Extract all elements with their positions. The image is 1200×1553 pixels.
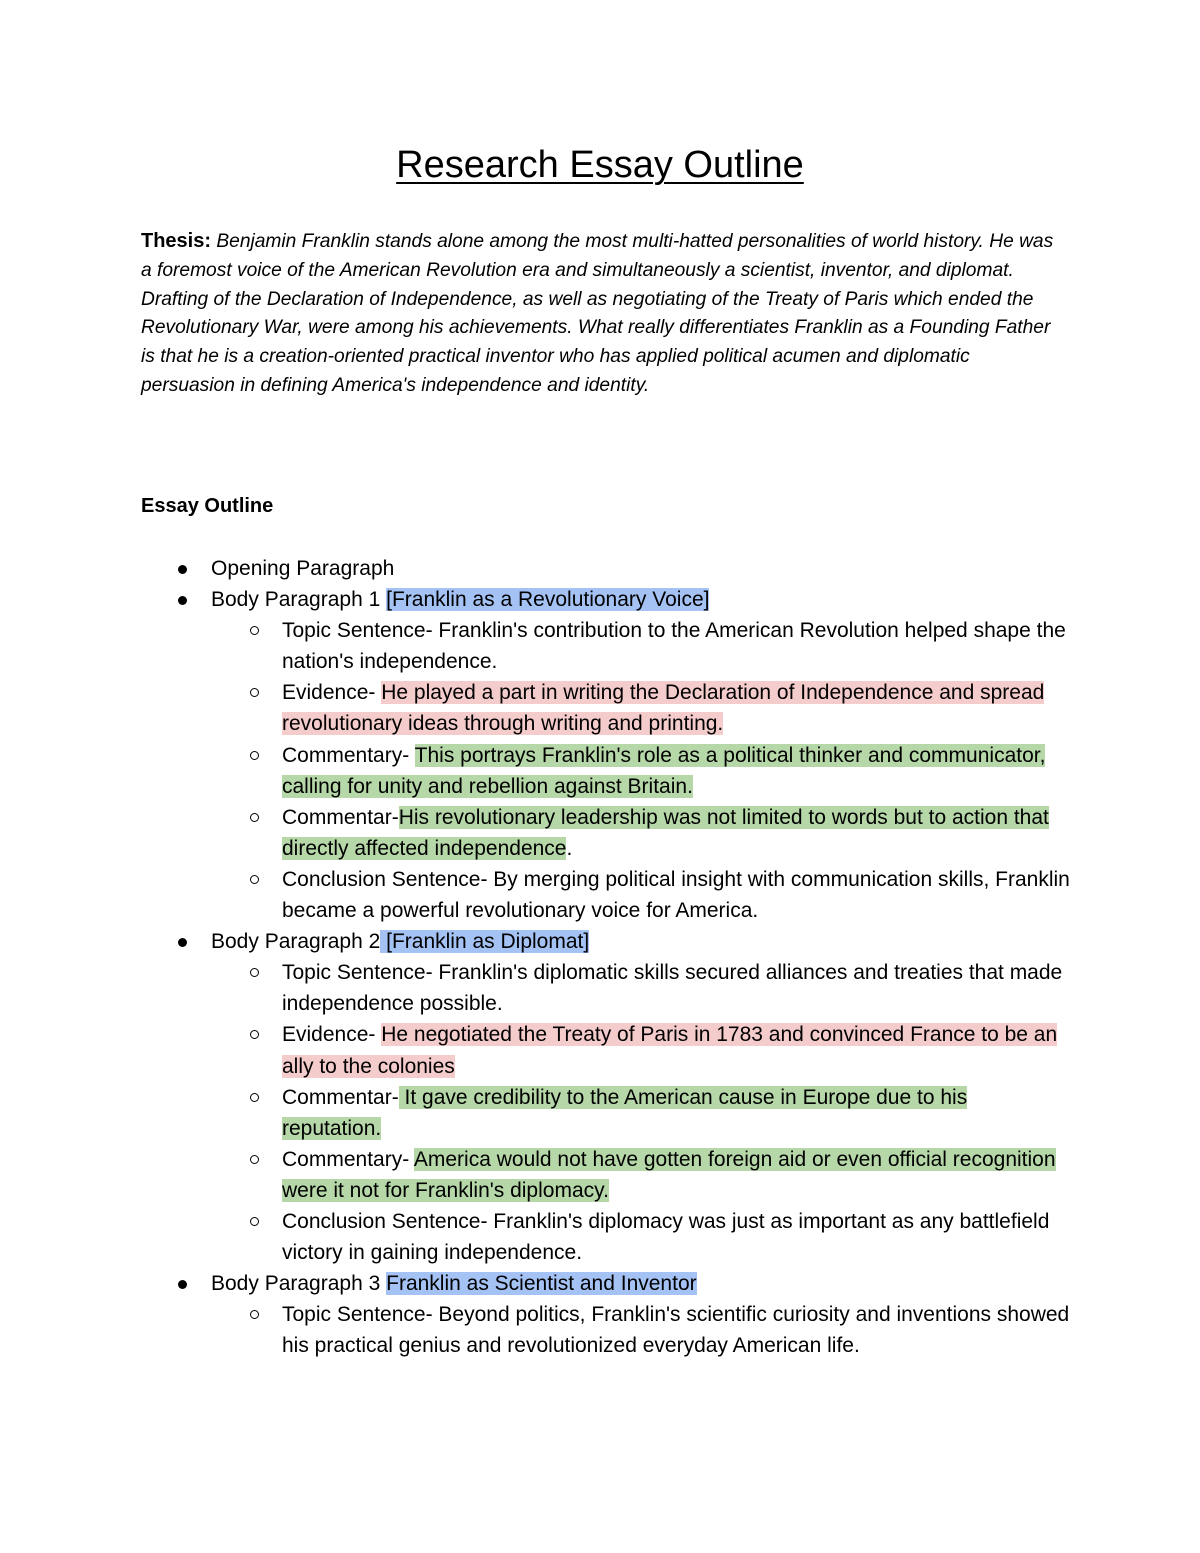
body1-commentary1-text: This portrays Franklin's role as a political thinker and communicator, calling for unity and rebellion against Britain. xyxy=(282,743,1046,798)
body1-conclusion-text: Conclusion Sentence- By merging political insight with communication skills, Franklin became a powerful revolutionary voice for America. xyxy=(282,867,1070,923)
filled-bullet-icon xyxy=(178,1280,187,1289)
body3-topic xyxy=(141,1299,1071,1361)
hollow-bullet-icon xyxy=(250,1155,259,1164)
body2-commentary-1 xyxy=(141,1082,1071,1144)
body2-commentary2-label: Commentary- xyxy=(282,1147,414,1171)
body2-label: Body Paragraph 2 xyxy=(211,930,381,954)
body2-evidence xyxy=(141,1019,1071,1081)
body2-topic xyxy=(141,957,1071,1019)
body1-commentary2-end: . xyxy=(566,836,573,860)
body3-tag: Franklin as Scientist and Inventor xyxy=(386,1272,697,1296)
outline-item-body1 xyxy=(141,584,1071,615)
outline-item-body3 xyxy=(141,1268,1071,1299)
body2-evidence-text: He negotiated the Treaty of Paris in 1783 and convinced France to be an ally to the colonies xyxy=(282,1023,1058,1078)
thesis-paragraph xyxy=(141,227,1061,401)
body3-label: Body Paragraph 3 xyxy=(211,1272,387,1296)
body1-commentary-1 xyxy=(141,740,1071,802)
body2-topic-text: Topic Sentence- Franklin's diplomatic skills secured alliances and treaties that made independence possible. xyxy=(282,961,1063,1016)
hollow-bullet-icon xyxy=(250,1030,259,1039)
hollow-bullet-icon xyxy=(250,1093,259,1102)
body2-commentary1-label: Commentar- xyxy=(282,1085,399,1109)
essay-outline-list xyxy=(141,553,1071,1361)
body1-conclusion xyxy=(141,864,1071,926)
hollow-bullet-icon xyxy=(250,875,259,884)
hollow-bullet-icon xyxy=(250,1310,259,1319)
hollow-bullet-icon xyxy=(250,751,259,760)
filled-bullet-icon xyxy=(178,565,187,574)
hollow-bullet-icon xyxy=(250,968,259,977)
body1-commentary-2 xyxy=(141,802,1071,864)
body2-tag: [Franklin as Diplomat] xyxy=(380,930,590,954)
opening-paragraph-label: Opening Paragraph xyxy=(211,557,395,580)
body3-topic-text: Topic Sentence- Beyond politics, Franklin's scientific curiosity and inventions showed his practical genius and revolutionized everyday American life. xyxy=(282,1303,1070,1358)
body2-evidence-label: Evidence- xyxy=(282,1023,382,1047)
outline-heading: Essay Outline xyxy=(141,495,274,517)
page-title: Research Essay Outline xyxy=(396,144,804,186)
body1-evidence xyxy=(141,677,1071,739)
body1-commentary2-text: His revolutionary leadership was not limited to words but to action that directly affected independence xyxy=(282,805,1049,860)
hollow-bullet-icon xyxy=(250,813,259,822)
body2-conclusion xyxy=(141,1206,1071,1268)
filled-bullet-icon xyxy=(178,938,187,947)
body1-evidence-text: He played a part in writing the Declaration of Independence and spread revolutionary ideas through writing and printing. xyxy=(282,681,1045,736)
body2-commentary-2 xyxy=(141,1144,1071,1206)
body1-commentary2-label: Commentar- xyxy=(282,805,399,829)
body1-label: Body Paragraph 1 xyxy=(211,588,387,612)
thesis-label: Thesis: xyxy=(141,230,212,252)
body1-topic-text: Topic Sentence- Franklin's contribution to the American Revolution helped shape the nation's independence. xyxy=(282,619,1066,674)
body1-topic xyxy=(141,615,1071,677)
thesis-text: Benjamin Franklin stands alone among the most multi-hatted personalities of world history. He was a foremost voice of the American Revolution era and simultaneously a scientist, inventor, and diplomat. Drafting of the Declaration of Independence, as well as negotiating of the Treaty of Paris which ended the Revolutionary War, were among his achievements. What really differentiates Franklin as a Founding Father is that he is a creation-oriented practical inventor who has applied political acumen and diplomatic persuasion in defining America's independence and identity. xyxy=(141,231,1054,396)
body1-evidence-label: Evidence- xyxy=(282,681,382,705)
hollow-bullet-icon xyxy=(250,1217,259,1226)
body1-commentary1-label: Commentary- xyxy=(282,743,415,767)
body1-tag: [Franklin as a Revolutionary Voice] xyxy=(386,588,710,612)
outline-item-body2 xyxy=(141,926,1071,957)
hollow-bullet-icon xyxy=(250,688,259,697)
body2-commentary2-text: America would not have gotten foreign aid or even official recognition were it not for Franklin's diplomacy. xyxy=(282,1147,1056,1202)
body2-commentary1-text: It gave credibility to the American cause in Europe due to his reputation. xyxy=(282,1085,968,1140)
filled-bullet-icon xyxy=(178,596,187,605)
hollow-bullet-icon xyxy=(250,626,259,635)
outline-item-opening xyxy=(141,553,1071,584)
body2-conclusion-text: Conclusion Sentence- Franklin's diplomacy was just as important as any battlefield victory in gaining independence. xyxy=(282,1209,1050,1265)
